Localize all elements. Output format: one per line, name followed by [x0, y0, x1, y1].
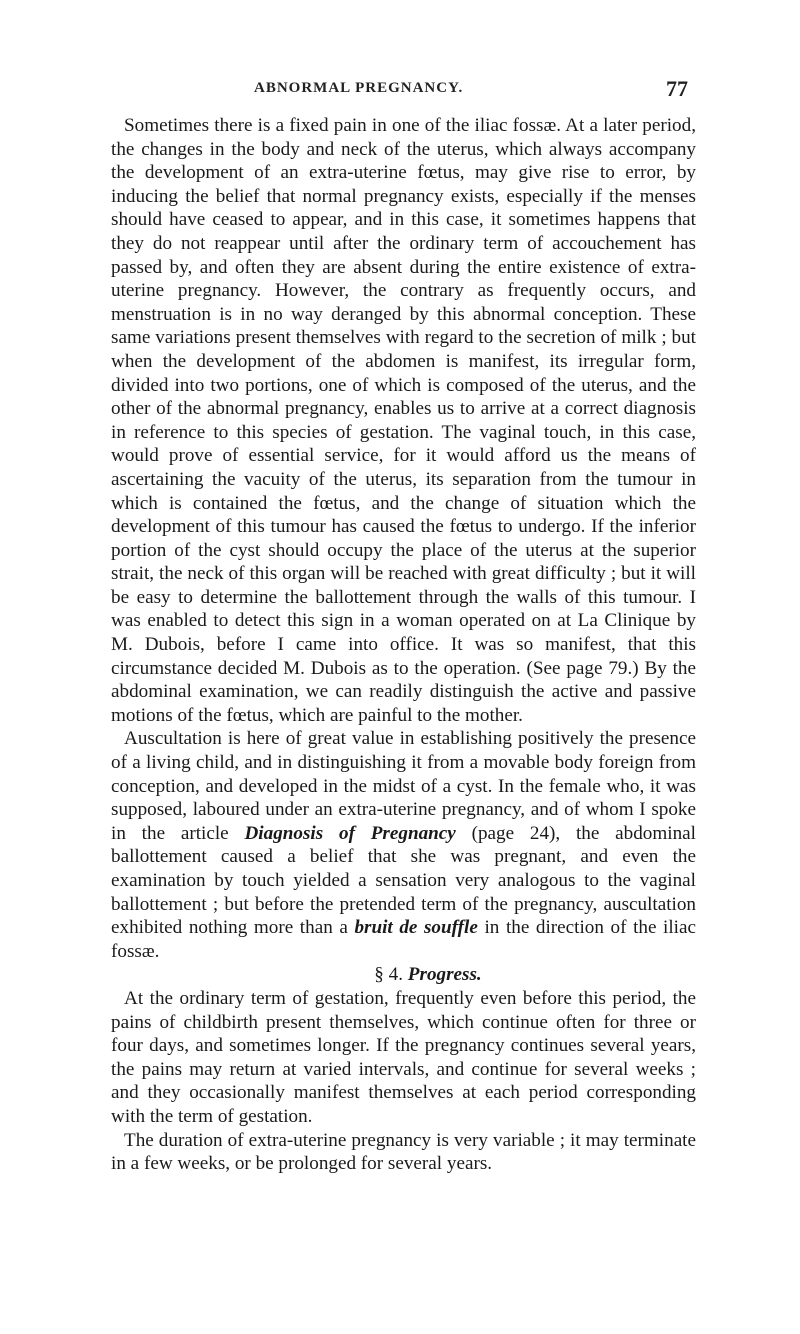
paragraph-4: The duration of extra-uterine pregnancy is very variable ; it may terminate in a few weeks, or be prolonged for several years. — [111, 1129, 696, 1175]
body-text — [111, 114, 696, 1176]
paragraph-2-text-a: Auscultation is here of great value in establishing positively the presence of a living child, and in distinguishing it from a movable body foreign from conception, and developed in the midst of a cyst. In the female who, it was supposed, laboured under an extra-uterine pregnancy, and of whom I spoke in the article — [111, 728, 696, 844]
section-title: Progress. — [407, 964, 482, 986]
paragraph-3: At the ordinary term of gestation, frequently even before this period, the pains of childbirth present themselves, which continue often for three or four days, and sometimes longer. If the pregnancy continues several years, the pains may return at varied intervals, and continue for several weeks ; and they occasionally manifest themselves at each period corresponding with the term of gestation. — [111, 987, 696, 1127]
paragraph-2-text-b: (page 24), the abdominal ballottement caused a belief that she was pregnant, and even the examination by touch yielded a sensation very analogous to the vaginal ballottement ; but before the pretended term of the pregnancy, auscultation exhibited nothing more than a — [111, 822, 696, 939]
article-title-italic: Diagnosis of Pregnancy — [244, 822, 456, 844]
section-number: § 4. — [374, 964, 403, 986]
paragraph-2-text-c: in the direction of the iliac fossæ. — [111, 917, 696, 962]
page-number: 77 — [666, 76, 688, 101]
section-heading — [111, 963, 696, 987]
paragraph-2 — [111, 727, 696, 963]
running-title: ABNORMAL PREGNANCY. — [254, 80, 464, 96]
paragraph-1: Sometimes there is a fixed pain in one of the iliac fossæ. At a later period, the changes in the body and neck of the uterus, which always accompany the development of an extra-uterine fœtus, may give rise to error, by inducing the belief that normal pregnancy exists, especially if the menses should have ceased to appear, and in this case, it sometimes happens that they do not reappear until after the ordinary term of accouchement has passed by, and often they are absent during the entire existence of extra-uterine pregnancy. However, the contrary as frequently occurs, and menstruation is in no way deranged by this abnormal conception. These same variations present themselves with regard to the secretion of milk ; but when the development of the abdomen is manifest, its irregular form, divided into two portions, one of which is composed of the uterus, and the other of the abnormal pregnancy, enables us to arrive at a correct diagnosis in reference to this species of gestation. The vaginal touch, in this case, would prove of essential service, for it would afford us the means of ascertaining the vacuity of the uterus, its separation from the tumour in which is contained the fœtus, and the change of situation which the development of this tumour has caused the fœtus to undergo. If the inferior portion of the cyst should occupy the place of the uterus at the superior strait, the neck of this organ will be reached with great difficulty ; but it will be easy to determine the ballottement through the walls of this tumour. I was enabled to detect this sign in a woman operated on at La Clinique by M. Dubois, before I came into office. It was so manifest, that this circumstance decided M. Dubois as to the operation. (See page 79.) By the abdominal examination, we can readily distinguish the active and passive motions of the fœtus, which are painful to the mother. — [111, 115, 696, 726]
term-italic: bruit de souffle — [354, 917, 478, 939]
